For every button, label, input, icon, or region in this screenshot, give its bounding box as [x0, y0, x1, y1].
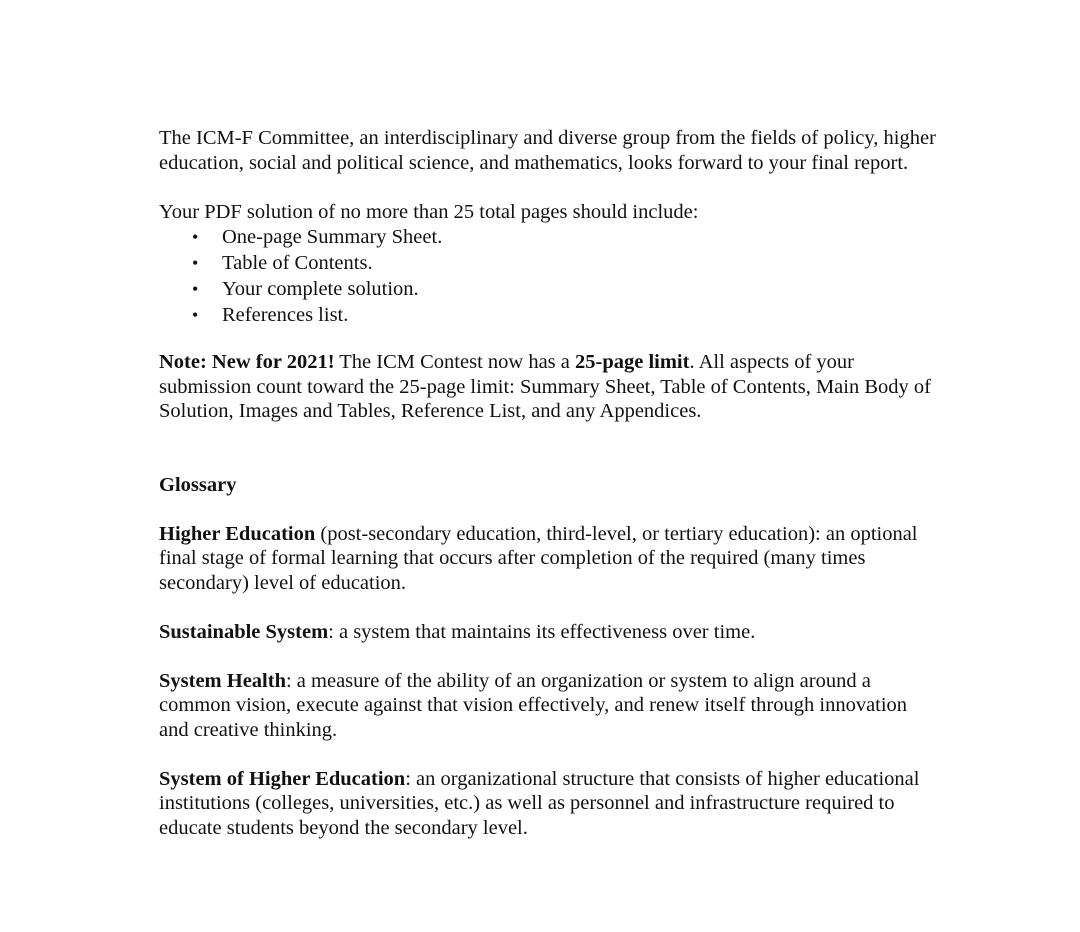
intro-paragraph: The ICM-F Committee, an interdisciplinary and diverse group from the fields of policy, higher education, social and political science, and mathematics, looks forward to your final report.	[159, 127, 936, 174]
note-text-before: The ICM Contest now has a	[334, 351, 576, 373]
glossary-term: Sustainable System	[159, 620, 329, 643]
glossary-entry	[159, 767, 939, 841]
list-item-text: One-page Summary Sheet.	[222, 226, 443, 248]
glossary-definition: : a system that maintains its effectiveness over time.	[328, 620, 756, 643]
glossary-entry	[159, 620, 939, 645]
glossary-term: System of Higher Education	[159, 767, 406, 790]
bullet-icon: •	[192, 279, 199, 299]
glossary-definition: : a measure of the ability of an organization or system to align around a common vision, execute against that vision effectively, and renew itself through innovation and creative thinking.	[159, 669, 908, 741]
list-item-text: References list.	[222, 304, 349, 326]
glossary-term: System Health	[159, 669, 286, 692]
note-emphasis: 25-page limit	[575, 351, 690, 373]
bullet-icon: •	[192, 305, 199, 325]
list-item	[159, 276, 939, 302]
glossary-list	[159, 522, 939, 841]
bullet-icon: •	[192, 227, 199, 247]
requirements-lead: Your PDF solution of no more than 25 total pages should include:	[159, 200, 699, 223]
bullet-icon: •	[192, 253, 199, 273]
requirements-list	[159, 224, 939, 328]
list-item	[159, 224, 939, 250]
glossary-term: Higher Education	[159, 522, 316, 545]
glossary-definition: : an organizational structure that consists of higher educational institutions (colleges, universities, etc.) as well as personnel and infrastructure required to educate students beyond the secondary level.	[159, 767, 920, 839]
glossary-heading: Glossary	[159, 473, 237, 496]
list-item-text: Table of Contents.	[222, 252, 373, 274]
note-paragraph	[159, 350, 939, 424]
glossary-entry	[159, 669, 939, 743]
glossary-definition: (post-secondary education, third-level, or tertiary education): an optional final stage of formal learning that occurs after completion of the required (many times secondary) level of education.	[159, 522, 918, 594]
glossary-entry	[159, 522, 939, 596]
document-page	[159, 126, 939, 840]
note-text-after: . All aspects of your submission count toward the 25-page limit: Summary Sheet, Table of Contents, Main Body of Solution, Images and Tables, Reference List, and any Appendices.	[159, 351, 931, 422]
list-item-text: Your complete solution.	[222, 278, 419, 300]
list-item	[159, 250, 939, 276]
list-item	[159, 302, 939, 328]
note-label: Note: New for 2021!	[159, 351, 335, 373]
